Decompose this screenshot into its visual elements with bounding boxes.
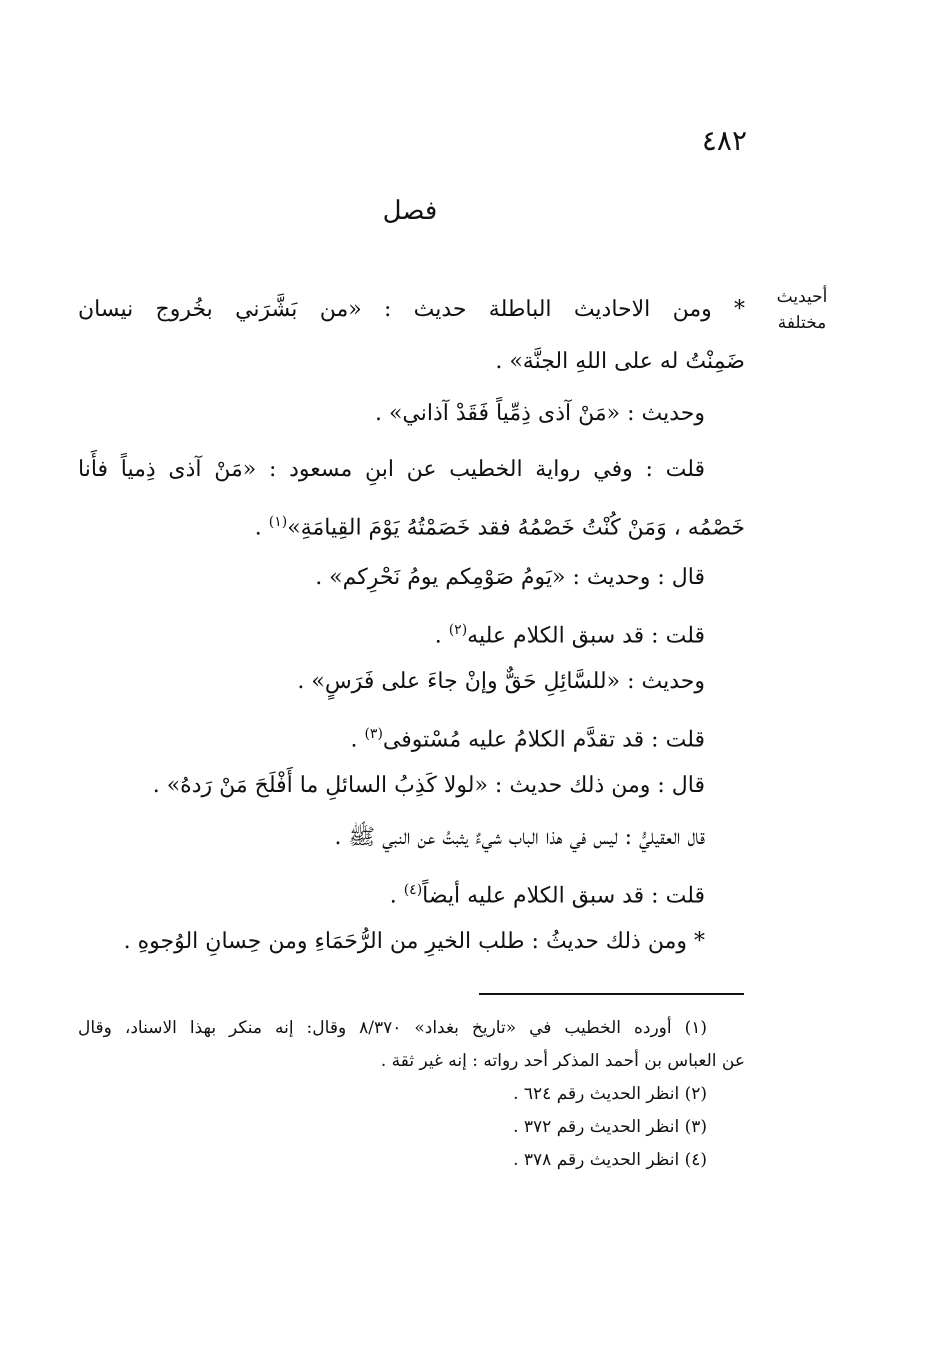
text-line	[78, 604, 745, 656]
text-segment: قلت : قد سبق الكلام عليه أيضاً	[422, 883, 705, 909]
footnote-line: (٢) انظر الحديث رقم ٦٢٤ .	[513, 1084, 707, 1104]
text-line: * ومن ذلك حديثُ : طلب الخيرِ من الرُّحَمَاءِ ومن حِسانِ الوُجوهِ .	[123, 929, 705, 954]
footnote-divider	[479, 993, 744, 995]
margin-note-line: مختلفة	[777, 313, 827, 333]
text-line: وحديث : «للسَّائِلِ حَقٌّ وإنْ جاءَ على فَرَسٍ» .	[297, 669, 705, 694]
text-segment: .	[350, 727, 365, 753]
text-segment: .	[389, 883, 404, 909]
text-line: قال : وحديث : «يَومُ صَوْمِكم يومُ نَحْرِكم» .	[315, 565, 705, 590]
text-line	[78, 496, 745, 548]
text-line: وحديث : «مَنْ آذى ذِمِّياً فَقَدْ آذاني» .	[374, 401, 705, 426]
text-line: ضَمِنْتُ له على اللهِ الجنَّة» .	[495, 349, 745, 374]
text-line: قلت : وفي رواية الخطيب عن ابنِ مسعود : «مَنْ آذى ذِمياً فأَنا	[78, 457, 705, 482]
text-line	[78, 864, 745, 916]
text-segment: خَصْمُه ، وَمَنْ كُنْتُ خَصْمُهُ فقد خَصَمْتُهُ يَوْمَ القِيامَةِ»	[287, 515, 745, 541]
footnote-line: (٤) انظر الحديث رقم ٣٧٨ .	[513, 1150, 707, 1170]
text-segment: .	[254, 515, 269, 541]
footnote-line: عن العباس بن أحمد المذكر أحد رواته : إنه غير ثقة .	[380, 1051, 745, 1071]
footnotes	[78, 1012, 745, 1177]
text-segment: قلت : قد سبق الكلام عليه	[467, 623, 705, 649]
footnote-ref: (٤)	[403, 882, 423, 898]
text-segment: .	[434, 623, 449, 649]
footnote-ref: (١)	[268, 514, 288, 530]
section-title: فصل	[382, 196, 438, 226]
text-line: قال العقيليُّ : ليس في هذا الباب شيءٌ يثبتُ عن النبي ﷺ .	[334, 825, 705, 850]
footnote-line: (١) أورده الخطيب في «تاريخ بغداد» ٨/٣٧٠ وقال: إنه منكر بهذا الاسناد، وقال	[78, 1018, 707, 1038]
footnote-line: (٣) انظر الحديث رقم ٣٧٢ .	[513, 1117, 707, 1137]
text-line: قال : ومن ذلك حديث : «لولا كَذِبُ السائلِ ما أَفْلَحَ مَنْ رَدهُ» .	[152, 773, 705, 798]
footnote-ref: (٢)	[448, 622, 468, 638]
text-line	[78, 708, 745, 760]
text-line: * ومن الاحاديث الباطلة حديث : «من بَشَّرَني بخُروج نيسان	[78, 297, 745, 322]
page-number: ٤٨٢	[701, 124, 747, 157]
body-text	[78, 284, 745, 968]
text-segment: قلت : قد تقدَّم الكلامُ عليه مُسْتوفى	[382, 727, 705, 753]
footnote-ref: (٣)	[364, 726, 383, 742]
margin-note-line: أحيديث	[776, 287, 828, 307]
margin-note	[757, 284, 847, 336]
